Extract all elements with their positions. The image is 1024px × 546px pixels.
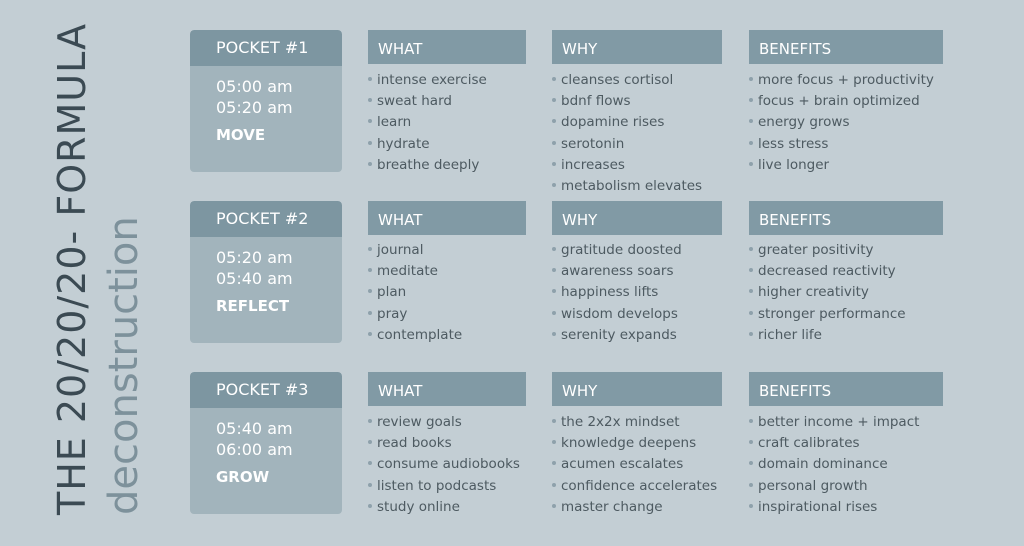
pocket-card-1 [190,30,342,172]
list-item: acumen escalates [552,454,717,475]
list-item: inspirational rises [749,497,919,518]
what-header-1: WHAT [368,30,526,64]
why-list-2 [552,240,682,346]
list-item: bdnf flows [552,91,702,112]
what-list-3 [368,412,520,518]
list-item: dopamine rises [552,112,702,133]
pocket-end-time: 05:20 am [216,98,293,117]
pocket-body [190,66,342,172]
why-header-1: WHY [552,30,722,64]
list-item: hydrate [368,134,487,155]
list-item: confidence accelerates [552,476,717,497]
list-item: less stress [749,134,934,155]
benefits-list-2 [749,240,906,346]
what-header-3: WHAT [368,372,526,406]
pocket-start-time: 05:00 am [216,77,293,96]
list-item: master change [552,497,717,518]
list-item: higher creativity [749,282,906,303]
benefits-header-3: BENEFITS [749,372,943,406]
formula-title: THE 20/20/20- FORMULA [50,22,94,515]
pocket-card-2 [190,201,342,343]
list-item: intense exercise [368,70,487,91]
pocket-start-time: 05:40 am [216,419,293,438]
list-item: plan [368,282,462,303]
benefits-header-2: BENEFITS [749,201,943,235]
pocket-action: MOVE [216,126,266,144]
pocket-end-time: 06:00 am [216,440,293,459]
list-item: cleanses cortisol [552,70,702,91]
list-item: decreased reactivity [749,261,906,282]
pocket-action: REFLECT [216,297,290,315]
list-item: better income + impact [749,412,919,433]
list-item: personal growth [749,476,919,497]
list-item: richer life [749,325,906,346]
why-list-1 [552,70,702,197]
formula-subtitle: deconstruction [101,216,147,515]
list-item: review goals [368,412,520,433]
list-item: journal [368,240,462,261]
pocket-start-time: 05:20 am [216,248,293,267]
pocket-action: GROW [216,468,270,486]
list-item: study online [368,497,520,518]
list-item: learn [368,112,487,133]
list-item: consume audiobooks [368,454,520,475]
benefits-list-3 [749,412,919,518]
list-item: wisdom develops [552,304,682,325]
why-header-2: WHY [552,201,722,235]
list-item: happiness lifts [552,282,682,303]
list-item: breathe deeply [368,155,487,176]
list-item: energy grows [749,112,934,133]
list-item: greater positivity [749,240,906,261]
list-item: live longer [749,155,934,176]
list-item: knowledge deepens [552,433,717,454]
pocket-label: POCKET #1 [190,30,342,66]
list-item: metabolism elevates [552,176,702,197]
list-item: serenity expands [552,325,682,346]
pocket-end-time: 05:40 am [216,269,293,288]
benefits-list-1 [749,70,934,176]
what-list-2 [368,240,462,346]
list-item: gratitude doosted [552,240,682,261]
what-list-1 [368,70,487,176]
list-item: craft calibrates [749,433,919,454]
list-item: stronger performance [749,304,906,325]
what-header-2: WHAT [368,201,526,235]
list-item: focus + brain optimized [749,91,934,112]
why-list-3 [552,412,717,518]
benefits-header-1: BENEFITS [749,30,943,64]
pocket-label: POCKET #2 [190,201,342,237]
list-item: pray [368,304,462,325]
list-item: serotonin [552,134,702,155]
pocket-card-3 [190,372,342,514]
list-item: increases [552,155,702,176]
list-item: domain dominance [749,454,919,475]
list-item: contemplate [368,325,462,346]
list-item: more focus + productivity [749,70,934,91]
list-item: read books [368,433,520,454]
pocket-label: POCKET #3 [190,372,342,408]
list-item: awareness soars [552,261,682,282]
list-item: sweat hard [368,91,487,112]
list-item: the 2x2x mindset [552,412,717,433]
list-item: meditate [368,261,462,282]
why-header-3: WHY [552,372,722,406]
pocket-body [190,237,342,343]
list-item: listen to podcasts [368,476,520,497]
pocket-body [190,408,342,514]
